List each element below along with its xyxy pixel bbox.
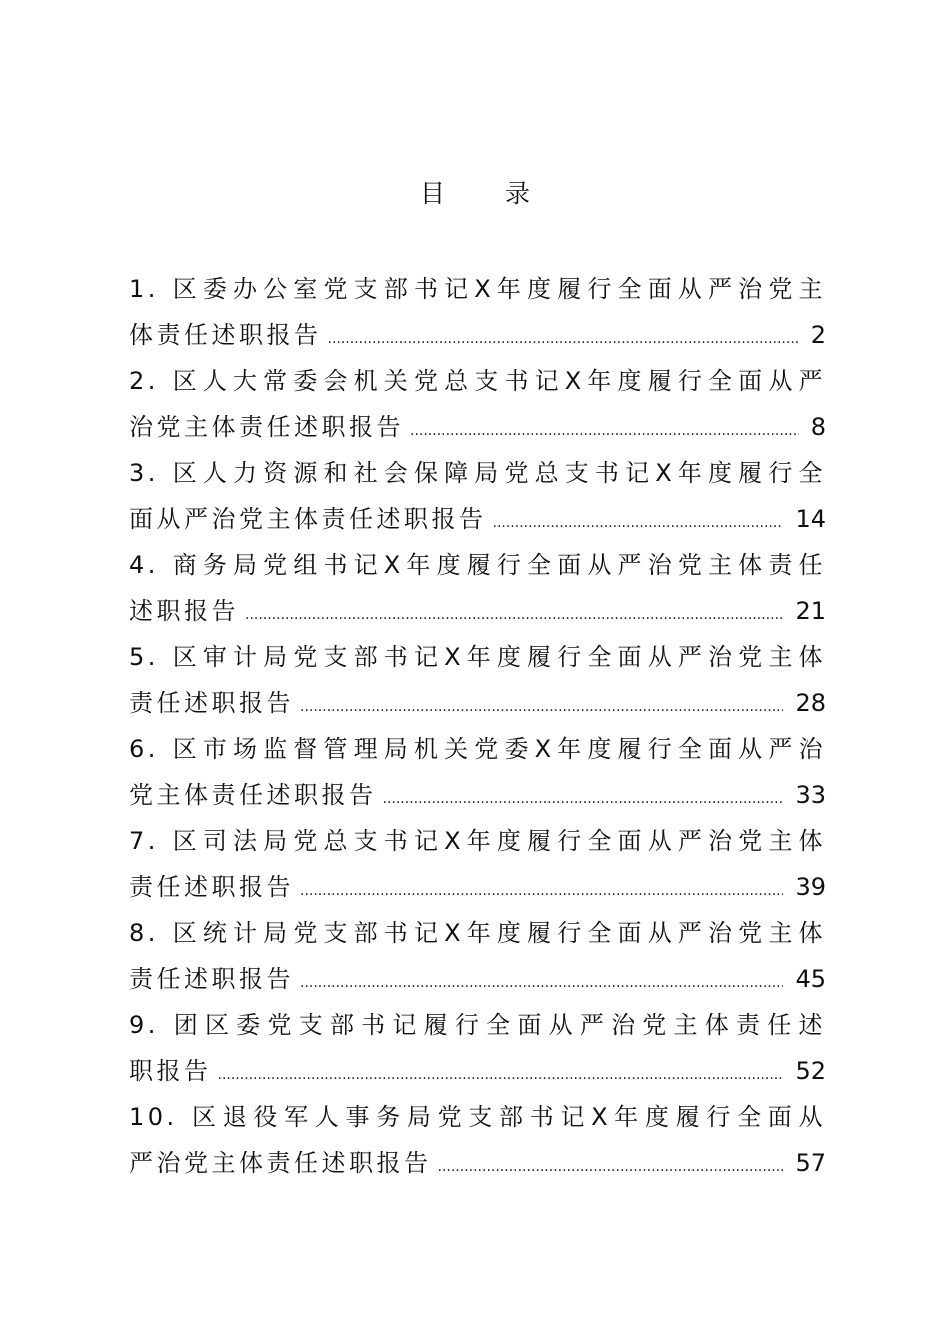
toc-entry-title: 4. 商务局党组书记X年度履行全面从严治党主体责任 <box>129 551 826 579</box>
dot-leader <box>300 960 783 1006</box>
toc-entry[interactable] <box>129 910 826 1002</box>
toc-page-number: 57 <box>795 1149 826 1177</box>
table-of-contents <box>129 266 826 1186</box>
dot-leader <box>438 1144 784 1190</box>
toc-page-number: 28 <box>795 689 826 717</box>
toc-entry-title-continued: 体责任述职报告 <box>129 321 322 349</box>
toc-entry[interactable] <box>129 634 826 726</box>
toc-entry-title: 1. 区委办公室党支部书记X年度履行全面从严治党主 <box>129 275 826 303</box>
toc-page-number: 14 <box>795 505 826 533</box>
toc-entry-title: 5. 区审计局党支部书记X年度履行全面从严治党主体 <box>129 643 826 671</box>
dot-leader <box>218 1052 784 1098</box>
toc-entry-title-continued: 党主体责任述职报告 <box>129 781 377 809</box>
toc-entry-title: 8. 区统计局党支部书记X年度履行全面从严治党主体 <box>129 919 826 947</box>
toc-entry[interactable] <box>129 358 826 450</box>
toc-entry[interactable] <box>129 450 826 542</box>
toc-entry-title: 7. 区司法局党总支书记X年度履行全面从严治党主体 <box>129 827 826 855</box>
dot-leader <box>383 776 784 822</box>
dot-leader <box>300 684 783 730</box>
toc-entry-title: 2. 区人大常委会机关党总支书记X年度履行全面从严 <box>129 367 826 395</box>
toc-entry-title: 9. 团区委党支部书记履行全面从严治党主体责任述 <box>129 1011 826 1039</box>
toc-entry[interactable] <box>129 1094 826 1186</box>
toc-entry[interactable] <box>129 266 826 358</box>
toc-entry-title: 3. 区人力资源和社会保障局党总支书记X年度履行全 <box>129 459 826 487</box>
toc-page-number: 8 <box>810 413 826 441</box>
toc-entry[interactable] <box>129 818 826 910</box>
toc-entry-title-continued: 治党主体责任述职报告 <box>129 413 404 441</box>
toc-entry-title-continued: 述职报告 <box>129 597 239 625</box>
toc-page-number: 21 <box>795 597 826 625</box>
dot-leader <box>245 592 783 638</box>
toc-entry-title: 6. 区市场监督管理局机关党委X年度履行全面从严治 <box>129 735 826 763</box>
dot-leader <box>493 500 784 546</box>
toc-page-number: 2 <box>810 321 826 349</box>
toc-entry[interactable] <box>129 726 826 818</box>
toc-entry-title-continued: 责任述职报告 <box>129 965 294 993</box>
toc-entry-title-continued: 严治党主体责任述职报告 <box>129 1149 432 1177</box>
toc-entry-title-continued: 责任述职报告 <box>129 873 294 901</box>
dot-leader <box>328 316 799 362</box>
toc-entry-title-continued: 面从严治党主体责任述职报告 <box>129 505 487 533</box>
toc-page-number: 33 <box>795 781 826 809</box>
toc-entry-title-continued: 职报告 <box>129 1057 212 1085</box>
dot-leader <box>300 868 783 914</box>
toc-page-number: 39 <box>795 873 826 901</box>
toc-entry[interactable] <box>129 542 826 634</box>
toc-entry-title: 10. 区退役军人事务局党支部书记X年度履行全面从 <box>129 1103 826 1131</box>
page-title: 目 录 <box>420 179 556 208</box>
toc-entry-title-continued: 责任述职报告 <box>129 689 294 717</box>
toc-page-number: 52 <box>795 1057 826 1085</box>
dot-leader <box>410 408 799 454</box>
toc-page-number: 45 <box>795 965 826 993</box>
toc-entry[interactable] <box>129 1002 826 1094</box>
